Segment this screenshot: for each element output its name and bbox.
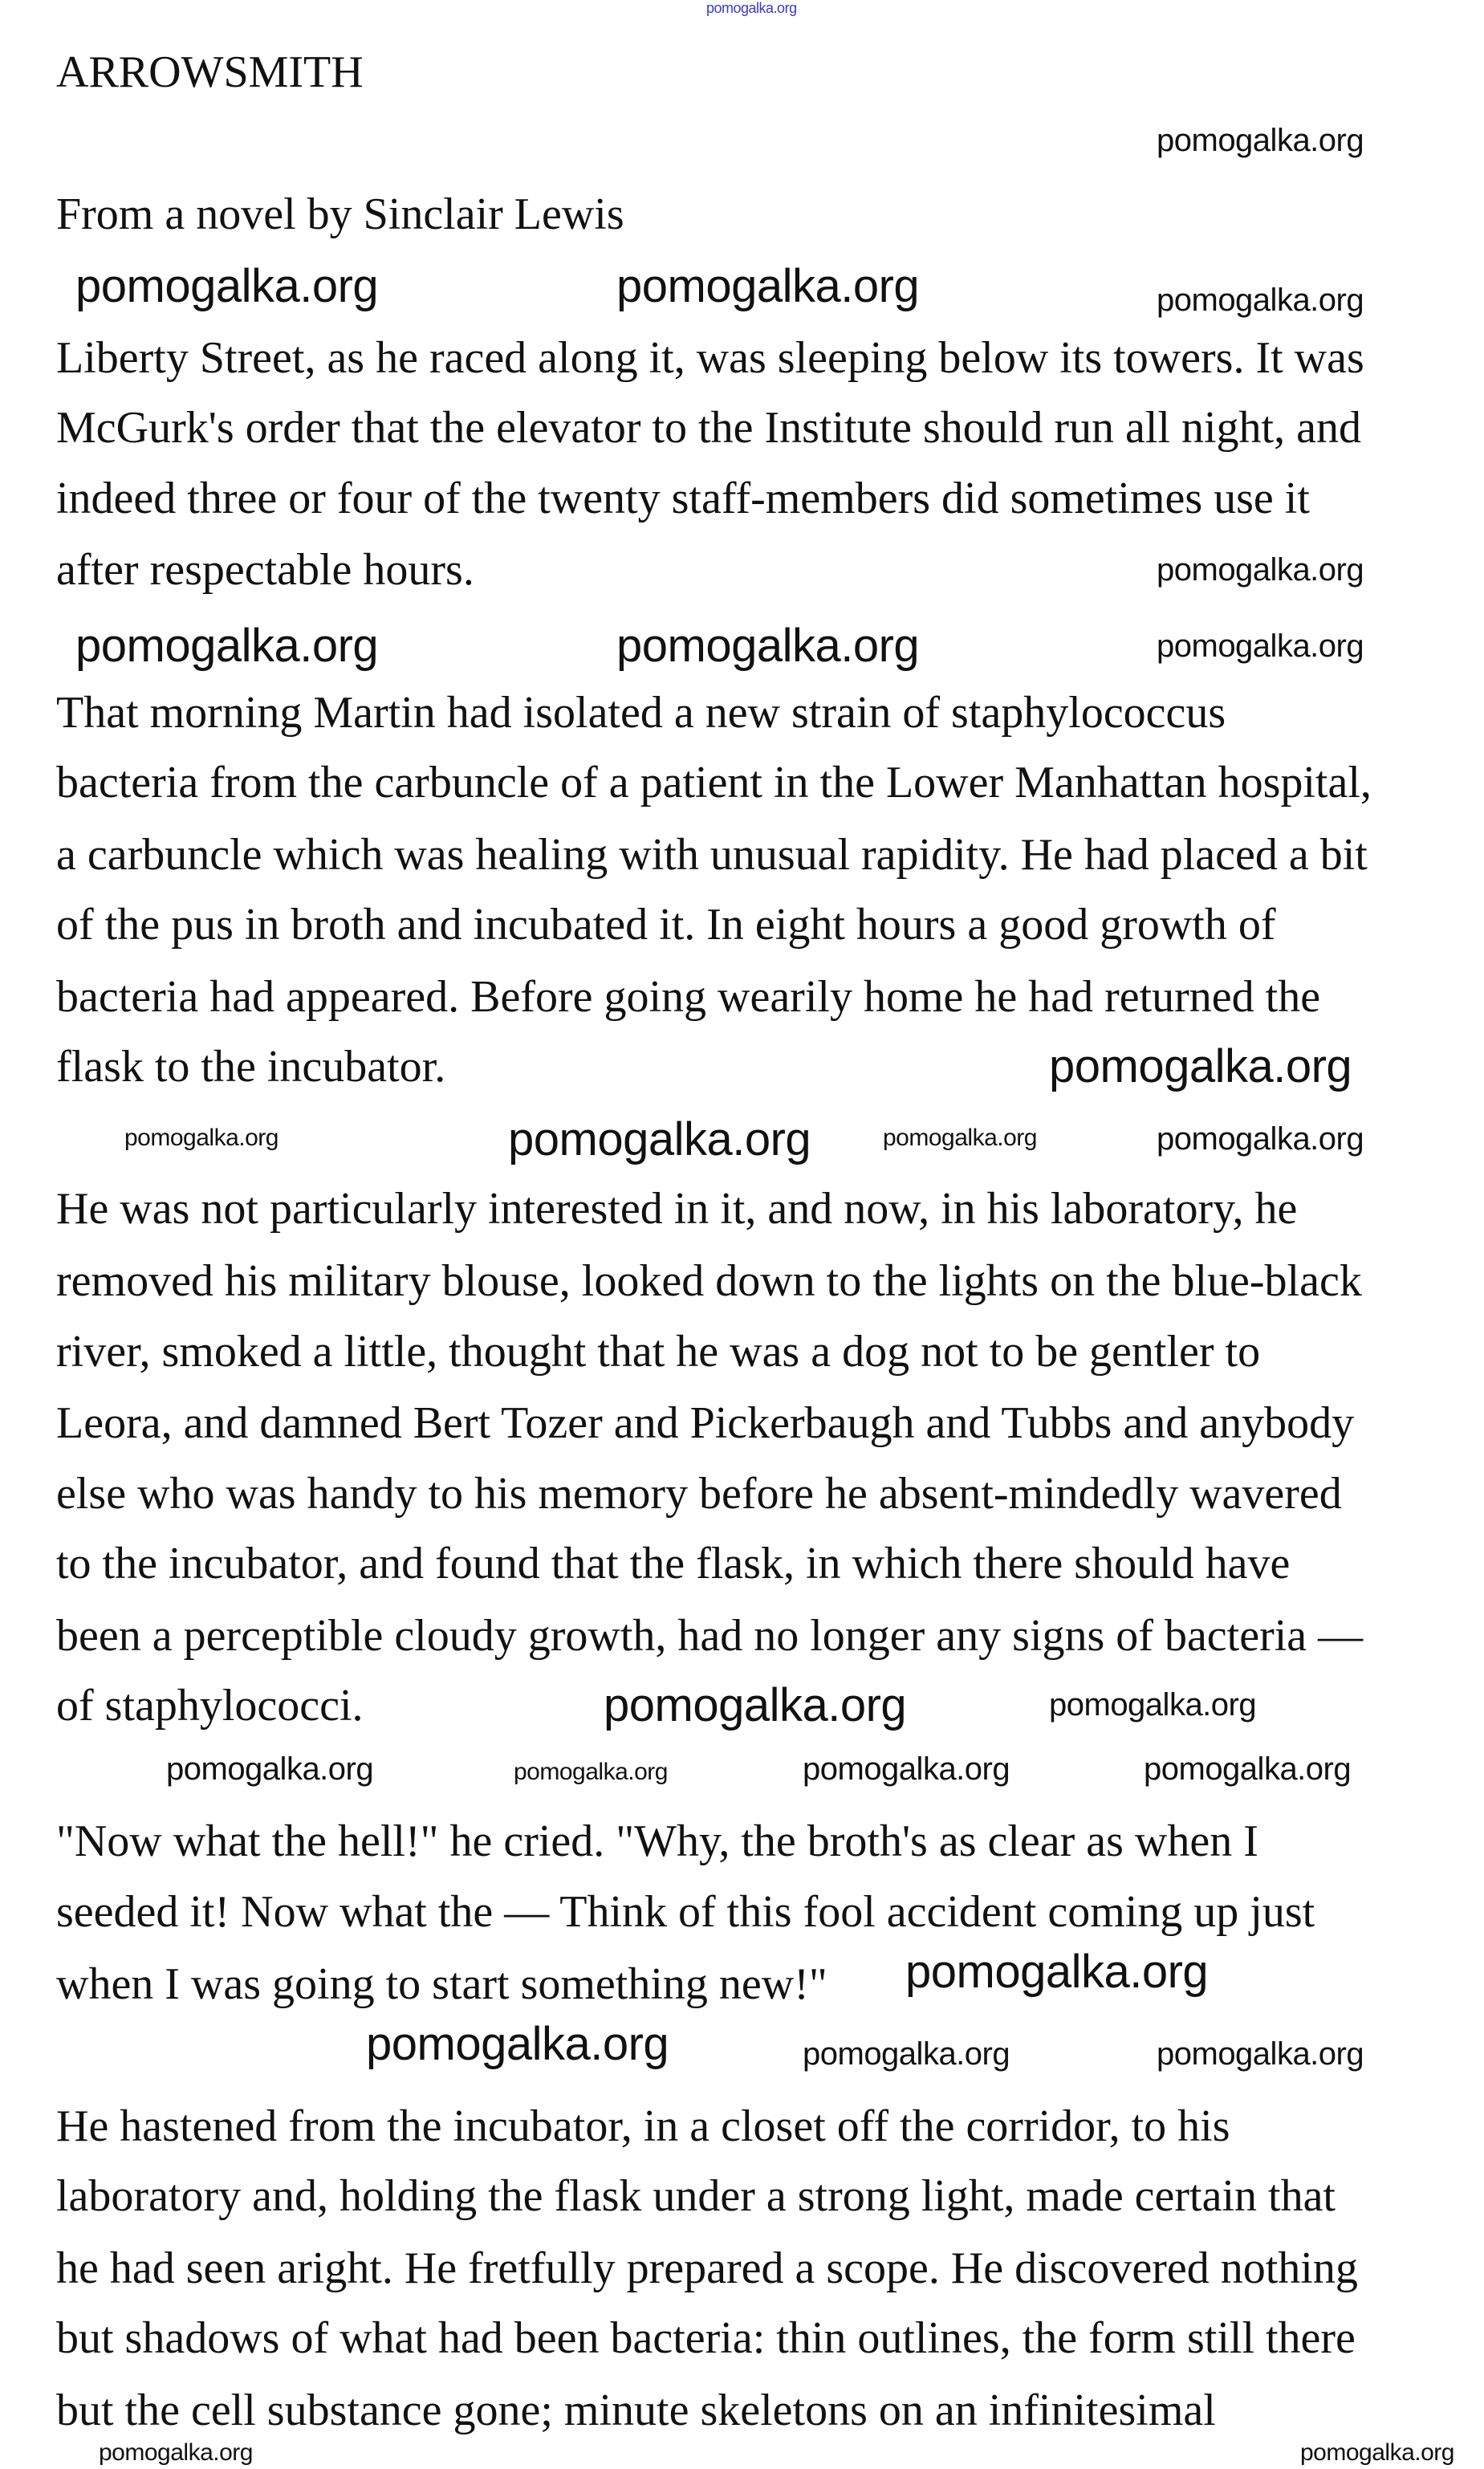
watermark: pomogalka.org bbox=[883, 1125, 1037, 1151]
text-line: a carbuncle which was healing with unusual rapidity. He had placed a bit bbox=[56, 830, 1368, 880]
text-line: river, smoked a little, thought that he was a dog not to be gentler to bbox=[56, 1327, 1261, 1377]
watermark: pomogalka.org bbox=[604, 1679, 907, 1731]
watermark: pomogalka.org bbox=[1157, 123, 1364, 158]
watermark: pomogalka.org bbox=[99, 2439, 253, 2466]
text-line: else who was handy to his memory before he absent-mindedly wavered bbox=[56, 1469, 1342, 1519]
text-line: but the cell substance gone; minute skeletons on an infinitesimal bbox=[56, 2386, 1216, 2435]
watermark: pomogalka.org bbox=[616, 620, 920, 672]
text-line: bacteria from the carbuncle of a patient in the Lower Manhattan hospital, bbox=[56, 758, 1372, 807]
watermark: pomogalka.org bbox=[124, 1125, 279, 1151]
watermark: pomogalka.org bbox=[905, 1946, 1209, 1998]
text-line: of the pus in broth and incubated it. In eight hours a good growth of bbox=[56, 900, 1276, 950]
watermark: pomogalka.org bbox=[1157, 2036, 1364, 2072]
watermark: pomogalka.org bbox=[1300, 2439, 1454, 2466]
watermark: pomogalka.org bbox=[166, 1751, 374, 1787]
text-line: of staphylococci. bbox=[56, 1681, 364, 1731]
watermark: pomogalka.org bbox=[1049, 1687, 1257, 1723]
header-watermark: pomogalka.org bbox=[706, 0, 797, 16]
text-line: "Now what the hell!" he cried. "Why, the broth's as clear as when I bbox=[56, 1816, 1258, 1866]
watermark: pomogalka.org bbox=[616, 260, 920, 312]
watermark: pomogalka.org bbox=[1157, 283, 1364, 318]
document-title: ARROWSMITH bbox=[56, 47, 364, 97]
text-line: He was not particularly interested in it, and now, in his laboratory, he bbox=[56, 1184, 1298, 1234]
watermark: pomogalka.org bbox=[366, 2018, 669, 2070]
watermark: pomogalka.org bbox=[514, 1759, 668, 1785]
text-line: That morning Martin had isolated a new strain of staphylococcus bbox=[56, 688, 1226, 738]
text-line: He hastened from the incubator, in a closet off the corridor, to his bbox=[56, 2101, 1230, 2151]
watermark: pomogalka.org bbox=[1049, 1040, 1352, 1092]
watermark: pomogalka.org bbox=[1144, 1751, 1352, 1787]
text-line: been a perceptible cloudy growth, had no longer any signs of bacteria — bbox=[56, 1611, 1364, 1661]
document-subtitle: From a novel by Sinclair Lewis bbox=[56, 189, 624, 239]
watermark: pomogalka.org bbox=[75, 260, 379, 312]
watermark: pomogalka.org bbox=[803, 2036, 1010, 2072]
text-line: indeed three or four of the twenty staff-members did sometimes use it bbox=[56, 474, 1310, 523]
watermark: pomogalka.org bbox=[803, 1751, 1010, 1787]
text-line: after respectable hours. bbox=[56, 545, 474, 595]
text-line: Liberty Street, as he raced along it, was sleeping below its towers. It was bbox=[56, 333, 1364, 383]
watermark: pomogalka.org bbox=[1157, 552, 1364, 588]
text-line: bacteria had appeared. Before going wearily home he had returned the bbox=[56, 972, 1321, 1022]
text-line: when I was going to start something new!" bbox=[56, 1959, 827, 2009]
text-line: laboratory and, holding the flask under a strong light, made certain that bbox=[56, 2171, 1336, 2221]
text-line: Leora, and damned Bert Tozer and Pickerbaugh and Tubbs and anybody bbox=[56, 1398, 1355, 1448]
text-line: to the incubator, and found that the flask, in which there should have bbox=[56, 1539, 1291, 1588]
text-line: seeded it! Now what the — Think of this fool accident coming up just bbox=[56, 1887, 1315, 1937]
watermark: pomogalka.org bbox=[75, 620, 379, 672]
text-line: McGurk's order that the elevator to the Institute should run all night, and bbox=[56, 403, 1361, 453]
text-line: he had seen aright. He fretfully prepared a scope. He discovered nothing bbox=[56, 2243, 1358, 2293]
watermark: pomogalka.org bbox=[508, 1113, 811, 1165]
text-line: removed his military blouse, looked down to the lights on the blue-black bbox=[56, 1256, 1362, 1306]
text-line: but shadows of what had been bacteria: thin outlines, the form still there bbox=[56, 2313, 1356, 2363]
watermark: pomogalka.org bbox=[1157, 1121, 1364, 1157]
watermark: pomogalka.org bbox=[1157, 628, 1364, 664]
text-line: flask to the incubator. bbox=[56, 1042, 446, 1092]
